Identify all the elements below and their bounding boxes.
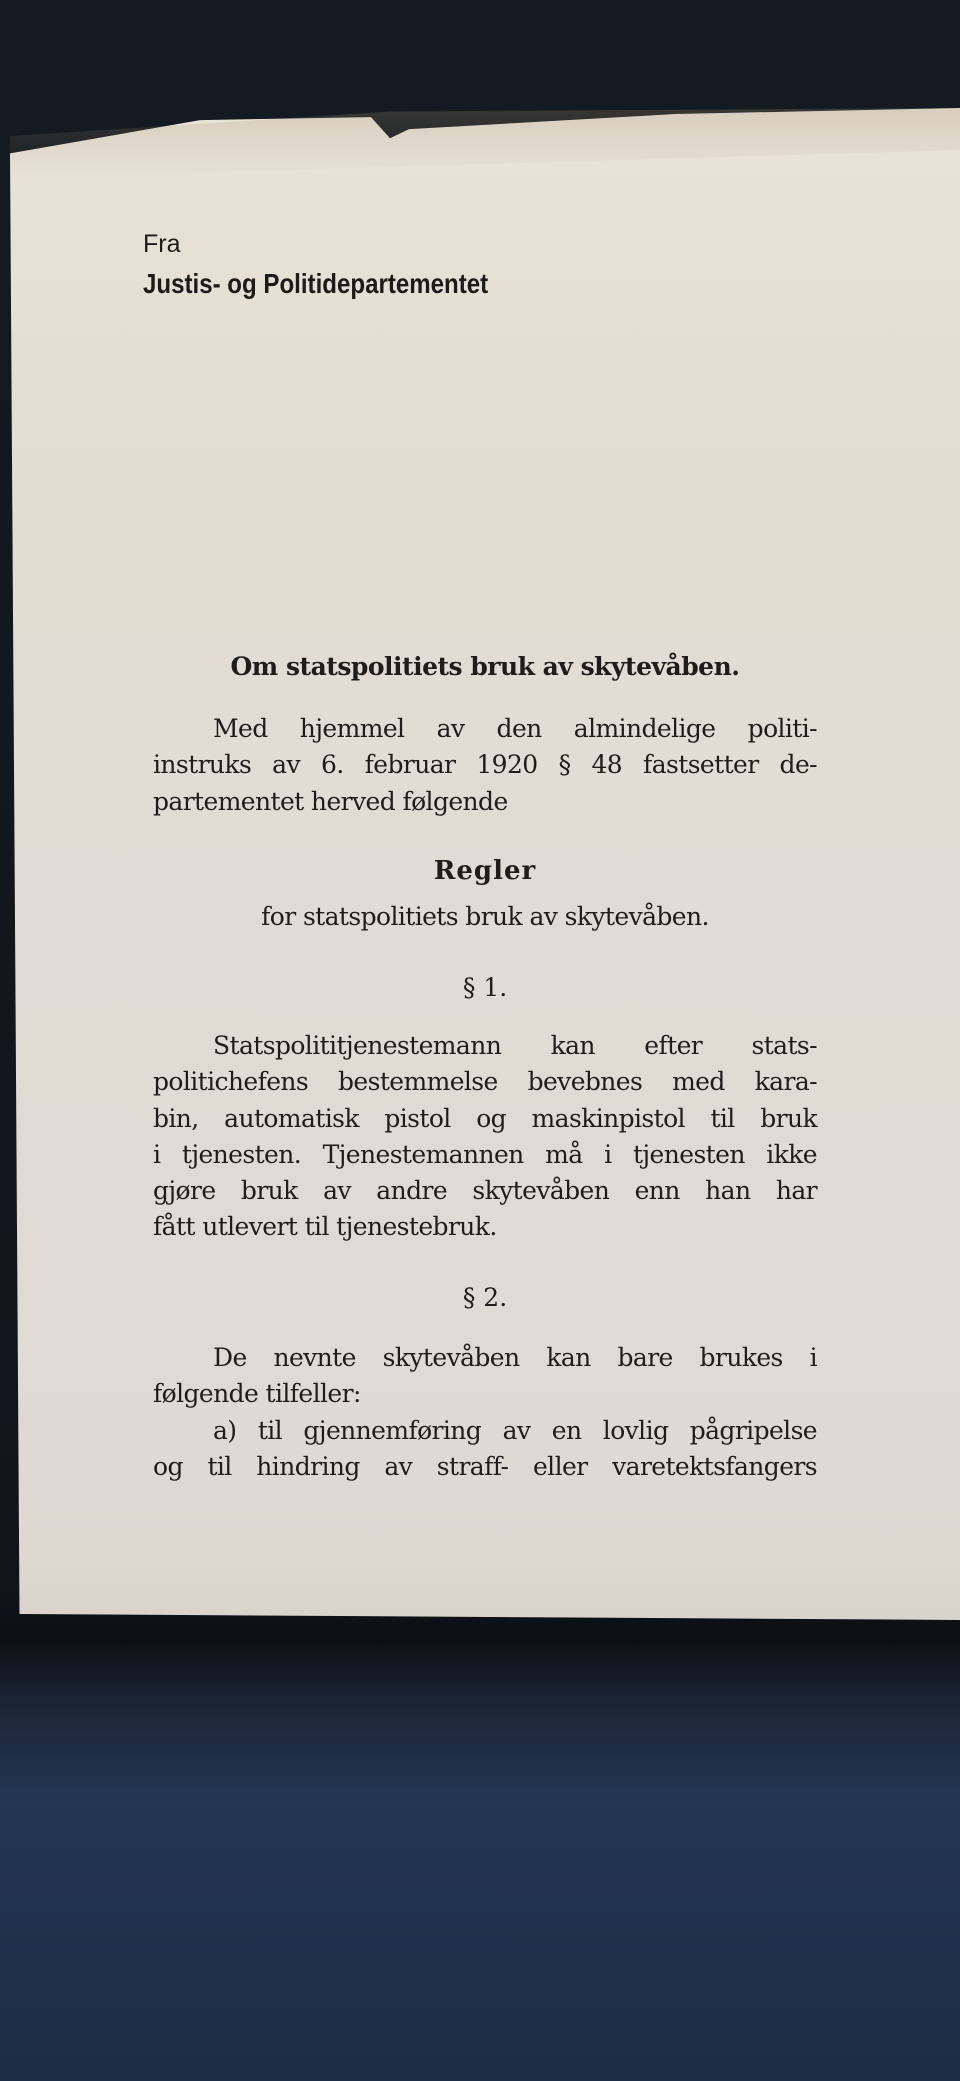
- section-line: politichefens bestemmelse bevebnes med kara-: [153, 1067, 817, 1096]
- section-line: De nevnte skytevåben kan bare brukes i: [213, 1343, 817, 1372]
- section-line: gjøre bruk av andre skytevåben enn han har: [153, 1176, 817, 1205]
- section-line: Statspolititjenestemann kan efter stats-: [213, 1031, 817, 1060]
- intro-line: instruks av 6. februar 1920 § 48 fastsetter de-: [153, 750, 817, 779]
- section-line: a) til gjennemføring av en lovlig pågripelse: [213, 1416, 817, 1445]
- section-number: § 2.: [462, 1283, 508, 1312]
- section-number: § 1.: [462, 973, 508, 1002]
- department-name: Justis- og Politidepartementet: [143, 268, 489, 299]
- document-title: Om statspolitiets bruk av skytevåben.: [230, 652, 740, 681]
- intro-line: Med hjemmel av den almindelige politi-: [213, 714, 817, 743]
- from-label: Fra: [143, 230, 181, 258]
- section-line: følgende tilfeller:: [153, 1379, 361, 1408]
- section-line: fått utlevert til tjenestebruk.: [153, 1212, 497, 1241]
- section-line: og til hindring av straff- eller varetektsfangers: [153, 1452, 817, 1481]
- rules-heading: Regler: [433, 856, 537, 886]
- section-line: bin, automatisk pistol og maskinpistol til bruk: [153, 1104, 817, 1133]
- intro-line: partementet herved følgende: [153, 787, 508, 816]
- rules-subheading: for statspolitiets bruk av skytevåben.: [261, 902, 709, 931]
- section-line: i tjenesten. Tjenestemannen må i tjenesten ikke: [153, 1140, 817, 1169]
